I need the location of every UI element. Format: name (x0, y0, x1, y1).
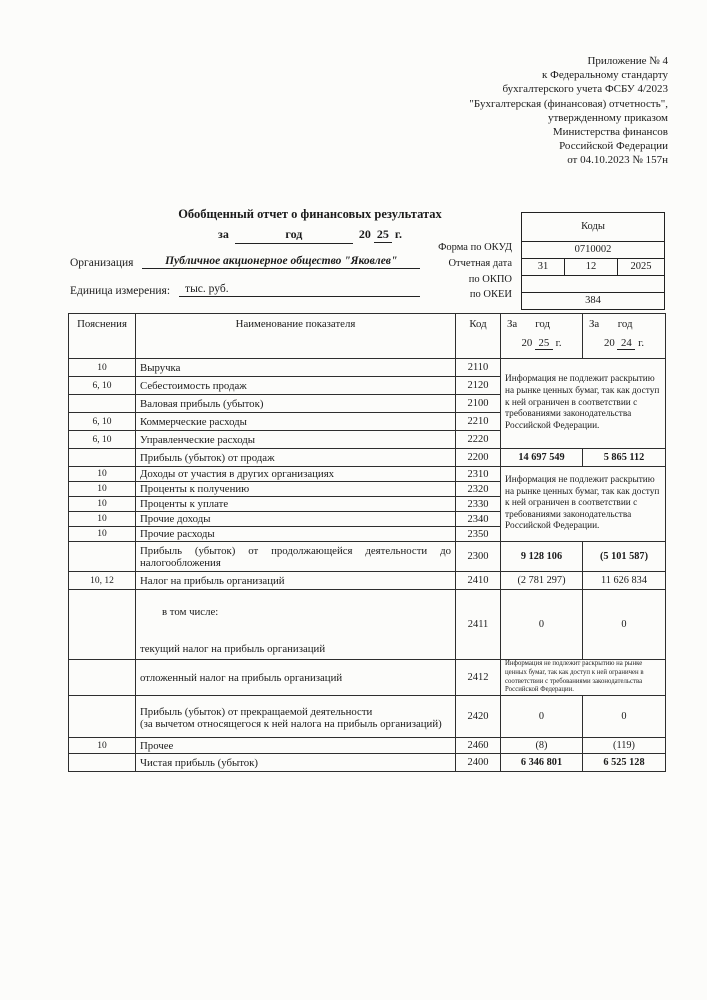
explanations-cell: 10, 12 (69, 572, 136, 590)
table-row-2412 (69, 660, 666, 696)
indicator-cell: Проценты к уплате (136, 497, 456, 512)
column-header-code: Код (456, 314, 501, 359)
indicator-cell: Себестоимость продаж (136, 377, 456, 395)
value-2025-cell: 6 346 801 (501, 754, 583, 772)
period-century: 20 (358, 227, 371, 241)
explanations-cell: 6, 10 (69, 413, 136, 431)
code-cell: 2310 (456, 467, 501, 482)
report-date-day: 31 (522, 259, 565, 275)
code-cell: 2110 (456, 359, 501, 377)
code-cell: 2120 (456, 377, 501, 395)
col1-prefix: За (507, 318, 518, 330)
indicator-cell (136, 590, 456, 660)
code-cell: 2330 (456, 497, 501, 512)
column-header-explanations: Пояснения (69, 314, 136, 359)
value-2025-cell: 0 (501, 696, 583, 738)
code-cell: 2411 (456, 590, 501, 660)
indicator-cell: Прочие доходы (136, 512, 456, 527)
col2-century: 20 (603, 337, 615, 349)
report-date-year: 2025 (630, 261, 652, 272)
value-2025-cell: 14 697 549 (501, 449, 583, 467)
organization-label: Организация (70, 257, 134, 269)
column-header-indicator: Наименование показателя (136, 314, 456, 359)
indicator-cell: Выручка (136, 359, 456, 377)
organization-value: Публичное акционерное общество "Яковлев" (142, 255, 420, 269)
explanations-cell (69, 660, 136, 696)
period-year: 25 (374, 227, 392, 243)
explanations-cell (69, 590, 136, 660)
okpo-code-value (522, 276, 664, 293)
code-cell: 2100 (456, 395, 501, 413)
table-row-2200 (69, 449, 666, 467)
appendix-line: Приложение № 4 (587, 55, 668, 67)
okud-code-value: 0710002 (522, 242, 664, 259)
code-cell: 2210 (456, 413, 501, 431)
table-header-row (69, 314, 666, 359)
table-row-2420 (69, 696, 666, 738)
value-2025-cell: (8) (501, 738, 583, 754)
financial-results-table (68, 313, 666, 772)
value-2024-cell: (119) (583, 738, 666, 754)
form-label-report-date: Отчетная дата (448, 258, 512, 269)
indicator-cell: Коммерческие расходы (136, 413, 456, 431)
code-cell: 2300 (456, 542, 501, 572)
unit-label: Единица измерения: (70, 285, 171, 297)
indicator-line2: (за вычетом относящегося к ней налога на прибыль организаций) (140, 717, 442, 730)
appendix-line: бухгалтерского учета ФСБУ 4/2023 (502, 83, 668, 96)
value-2025-cell: 0 (501, 590, 583, 660)
table-row-2300 (69, 542, 666, 572)
code-cell: 2350 (456, 527, 501, 542)
indicator-cell: Прочее (136, 738, 456, 754)
explanations-cell (69, 696, 136, 738)
indicator-cell: Чистая прибыль (убыток) (136, 754, 456, 772)
okei-code-value: 384 (585, 295, 601, 306)
indicator-cell: Проценты к получению (136, 482, 456, 497)
codes-box (521, 212, 665, 310)
report-date-month: 12 (565, 259, 618, 275)
period-blank: год (235, 227, 353, 244)
explanations-cell (69, 542, 136, 572)
value-2025-cell: (2 781 297) (501, 572, 583, 590)
organization-line (70, 255, 420, 269)
appendix-line: "Бухгалтерская (финансовая) отчетность", (469, 97, 668, 110)
explanations-cell: 10 (69, 359, 136, 377)
unit-value: тыс. руб. (179, 283, 420, 297)
indicator-cell (136, 696, 456, 738)
explanations-cell: 6, 10 (69, 431, 136, 449)
appendix-line: к Федеральному стандарту (542, 69, 668, 82)
code-cell: 2410 (456, 572, 501, 590)
appendix-line: Российской Федерации (559, 140, 668, 153)
code-cell: 2200 (456, 449, 501, 467)
code-cell: 2420 (456, 696, 501, 738)
appendix-line: утвержденному приказом (547, 111, 668, 124)
table-row-2110 (69, 359, 666, 377)
col1-year: 25 (535, 337, 553, 350)
indicator-cell: Прибыль (убыток) от продолжающейся деятельности до налогообложения (136, 542, 456, 572)
value-2024-cell: 0 (583, 696, 666, 738)
report-title: Обобщенный отчет о финансовых результатах (178, 207, 442, 221)
indicator-cell: Налог на прибыль организаций (136, 572, 456, 590)
code-cell: 2400 (456, 754, 501, 772)
form-label-okei: по ОКЕИ (469, 289, 512, 300)
code-cell: 2340 (456, 512, 501, 527)
code-cell: 2320 (456, 482, 501, 497)
code-cell: 2412 (456, 660, 501, 696)
indicator-cell: отложенный налог на прибыль организаций (136, 660, 456, 696)
period-prefix: за (218, 227, 229, 241)
period-suffix: г. (394, 227, 402, 241)
report-title-block (55, 207, 565, 244)
column-header-2025 (501, 314, 583, 359)
table-row-2410 (69, 572, 666, 590)
col2-prefix: За (589, 318, 600, 330)
indicator-line1: Прибыль (убыток) от прекращаемой деятельности (140, 705, 373, 718)
indicator-subheading: в том числе: (162, 605, 219, 618)
table-row-2400 (69, 754, 666, 772)
indicator-cell: Валовая прибыль (убыток) (136, 395, 456, 413)
value-2024-cell: 5 865 112 (583, 449, 666, 467)
explanations-cell: 10 (69, 497, 136, 512)
indicator-cell: Управленческие расходы (136, 431, 456, 449)
col1-suffix: г. (555, 337, 562, 349)
indicator-subitem: текущий налог на прибыль организаций (140, 642, 326, 655)
explanations-cell: 10 (69, 482, 136, 497)
report-date-row (522, 259, 664, 276)
explanations-cell: 10 (69, 527, 136, 542)
explanations-cell: 10 (69, 467, 136, 482)
appendix-line: Министерства финансов (552, 126, 668, 139)
value-2024-cell: (5 101 587) (583, 542, 666, 572)
indicator-cell: Прибыль (убыток) от продаж (136, 449, 456, 467)
table-row-2310 (69, 467, 666, 482)
table-row-2460 (69, 738, 666, 754)
col1-blank: год (535, 318, 550, 330)
explanations-cell: 6, 10 (69, 377, 136, 395)
table-row-2411 (69, 590, 666, 660)
explanations-cell (69, 449, 136, 467)
column-header-2024 (583, 314, 666, 359)
form-labels-block (380, 240, 512, 302)
col2-blank: год (617, 318, 633, 330)
value-2025-cell: 9 128 106 (501, 542, 583, 572)
col2-suffix: г. (638, 337, 645, 349)
info-note-lower: Информация не подлежит раскрытию на рынке ценных бумаг, так как доступ к ней ограничен в соответствии с требованиями законодательства Российской Федерации. (501, 660, 666, 696)
indicator-cell: Прочие расходы (136, 527, 456, 542)
col1-century: 20 (521, 337, 533, 349)
indicator-cell: Доходы от участия в других организациях (136, 467, 456, 482)
explanations-cell: 10 (69, 738, 136, 754)
explanations-cell (69, 754, 136, 772)
codes-header: Коды (522, 213, 664, 242)
unit-line (70, 283, 420, 297)
value-2024-cell: 0 (583, 590, 666, 660)
appendix-line: от 04.10.2023 № 157н (567, 154, 668, 167)
code-cell: 2220 (456, 431, 501, 449)
info-note-upper: Информация не подлежит раскрытию на рынке ценных бумаг, так как доступ к ней ограничен в соответствии с требованиями законодательства Российской Федерации. (501, 359, 666, 449)
value-2024-cell: 11 626 834 (583, 572, 666, 590)
value-2024-cell: 6 525 128 (583, 754, 666, 772)
form-label-okpo: по ОКПО (468, 274, 512, 285)
col2-year: 24 (617, 337, 635, 350)
form-label-okud: Форма по ОКУД (438, 242, 512, 253)
info-note-middle: Информация не подлежит раскрытию на рынке ценных бумаг, так как доступ к ней ограничен в соответствии с требованиями законодательства Российской Федерации. (501, 467, 666, 542)
code-cell: 2460 (456, 738, 501, 754)
explanations-cell: 10 (69, 512, 136, 527)
explanations-cell (69, 395, 136, 413)
appendix-block (469, 54, 668, 168)
